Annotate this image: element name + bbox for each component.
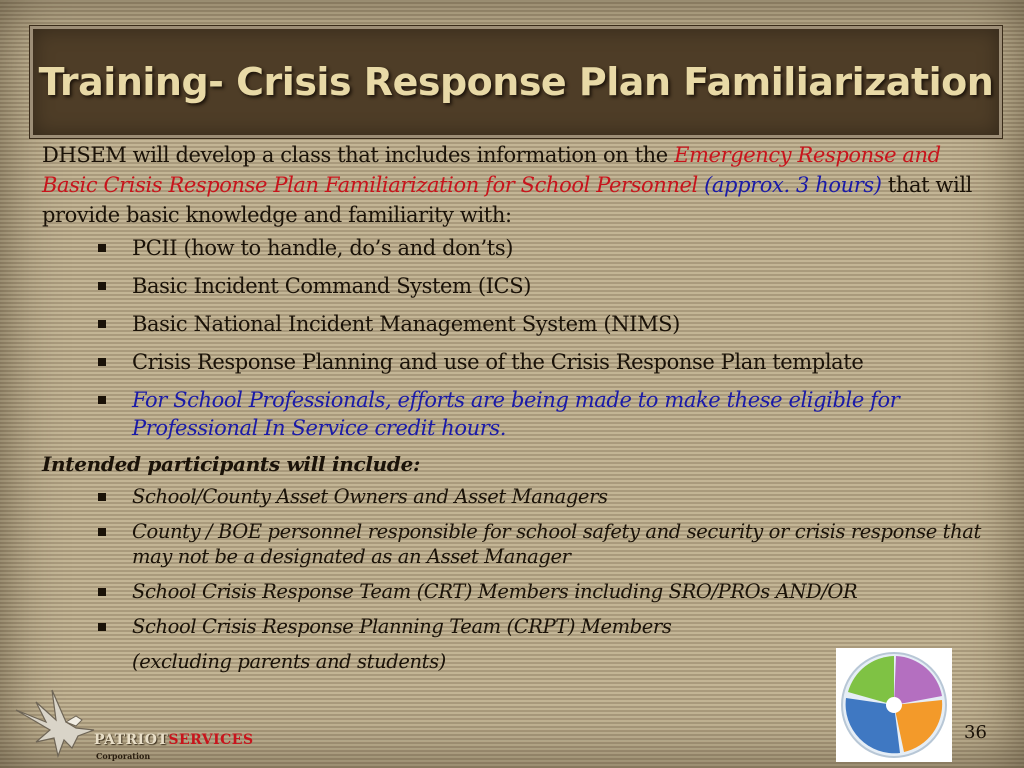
bullet-icon [98, 493, 106, 501]
topic-text: PCII (how to handle, do’s and don’ts) [132, 236, 514, 260]
participants-footnote: (excluding parents and students) [132, 650, 446, 673]
topic-text: Crisis Response Planning and use of the Crisis Response Plan template [132, 350, 864, 374]
course-name: Emergency Response and Basic Crisis Response Plan Familiarization for School Personnel [42, 143, 941, 197]
topic-text: For School Professionals, efforts are being made to make these eligible for Professional In Service credit hours. [132, 388, 900, 440]
topic-item-highlight [42, 386, 992, 442]
bullet-icon [98, 358, 106, 366]
intro-text-1: DHSEM will develop a class that includes information on the [42, 143, 675, 167]
topic-item [42, 272, 992, 300]
topic-item [42, 348, 992, 376]
slide-content [42, 140, 992, 674]
bullet-icon [98, 320, 106, 328]
participant-text: School/County Asset Owners and Asset Managers [132, 485, 608, 508]
crisis-plan-logo-icon [836, 648, 952, 762]
participant-item [42, 614, 992, 639]
patriot-services-logo [6, 682, 266, 762]
participant-text: County / BOE personnel responsible for school safety and security or crisis response that may not be a designated as an Asset Manager [132, 520, 981, 568]
course-duration: (approx. 3 hours) [704, 173, 882, 197]
bullet-icon [98, 244, 106, 252]
topic-text: Basic National Incident Management System (NIMS) [132, 312, 680, 336]
participant-text: School Crisis Response Team (CRT) Members including SRO/PROs AND/OR [132, 580, 858, 603]
intro-text-2: that will provide basic knowledge and familiarity with: [42, 173, 972, 227]
slide-title: Training- Crisis Response Plan Familiarization [38, 60, 994, 104]
topic-text: Basic Incident Command System (ICS) [132, 274, 532, 298]
participants-list [42, 484, 992, 639]
topic-item [42, 234, 992, 262]
title-bar [30, 26, 1002, 138]
participant-item [42, 579, 992, 604]
brand-patriot: PATRIOT [94, 732, 169, 748]
topic-item [42, 310, 992, 338]
topics-list [42, 234, 992, 442]
participants-heading: Intended participants will include: [42, 452, 421, 476]
brand-services: SERVICES [168, 732, 254, 748]
bullet-icon [98, 623, 106, 631]
participant-item [42, 484, 992, 509]
participant-text: School Crisis Response Planning Team (CRPT) Members [132, 615, 672, 638]
bullet-icon [98, 396, 106, 404]
page-number: 36 [964, 722, 987, 743]
bullet-icon [98, 282, 106, 290]
bullet-icon [98, 588, 106, 596]
intro-paragraph [42, 140, 992, 230]
brand-name [94, 732, 254, 748]
participant-item [42, 519, 992, 569]
brand-corporation: Corporation [96, 751, 151, 761]
eagle-icon [6, 682, 106, 762]
bullet-icon [98, 528, 106, 536]
